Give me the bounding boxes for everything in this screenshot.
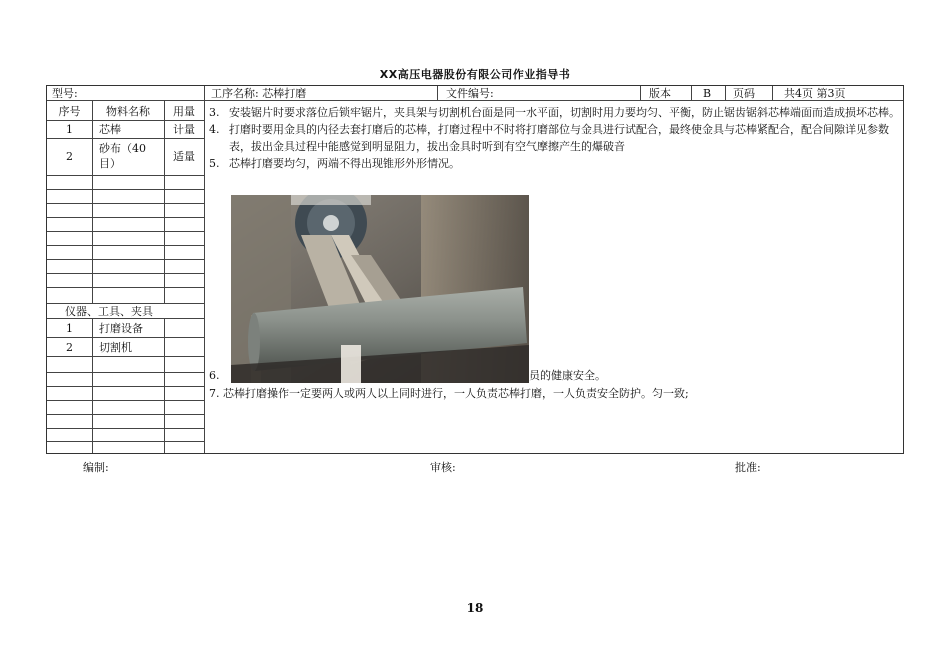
header-divider-v1 [437, 86, 438, 100]
tool-no: 2 [66, 341, 73, 354]
tool-no: 1 [66, 322, 73, 335]
material-col-name: 物料名称 [106, 105, 150, 118]
step-4 [205, 121, 901, 155]
step-text: 员的健康安全。 [529, 369, 606, 382]
row-line [47, 245, 204, 246]
row-line [47, 414, 204, 415]
page-label: 页码 [733, 87, 755, 100]
header-divider [47, 100, 903, 101]
model-label: 型号: [52, 87, 78, 100]
reviewed-by-label: 审核: [430, 461, 456, 474]
row-line [47, 441, 204, 442]
material-no: 2 [66, 150, 73, 163]
material-qty: 计量 [173, 123, 195, 136]
row-line [47, 400, 204, 401]
row-line [47, 231, 204, 232]
row-line [47, 356, 204, 357]
row-line [47, 287, 204, 288]
row-line [47, 337, 204, 338]
material-no: 1 [66, 123, 73, 136]
work-instruction-table [46, 85, 904, 454]
row-line [47, 203, 204, 204]
row-line [47, 303, 204, 304]
compiled-by-label: 编制: [83, 461, 109, 474]
page-value: 共4页 第3页 [784, 87, 846, 100]
row-line [47, 189, 204, 190]
document-title: XX高压电器股份有限公司作业指导书 [379, 68, 571, 81]
row-line [47, 138, 204, 139]
version-value: B [703, 87, 712, 100]
step-3 [205, 104, 901, 121]
row-line [47, 273, 204, 274]
row-line [47, 318, 204, 319]
material-col-no: 序号 [58, 105, 81, 118]
tools-heading: 仪器、工具、夹具 [65, 305, 153, 318]
row-line [47, 428, 204, 429]
step-text: 打磨时要用金具的内径去套打磨后的芯棒，打磨过程中不时将打磨部位与金具进行试配合，最终使金具与芯棒紧配合，配合间隙详见参数表，拔出金具过程中能感觉到明显阻力，拔出金具时听到有空气摩擦产生的爆破音 [229, 123, 889, 153]
header-divider-v2 [640, 86, 641, 100]
page-number: 18 [466, 601, 484, 615]
material-qty: 适量 [173, 150, 195, 163]
step-number: 3. [209, 106, 220, 119]
process-name: 工序名称: 芯棒打磨 [211, 87, 307, 100]
material-name-line1: 砂布（40 [99, 142, 146, 155]
grinding-equipment-image [231, 195, 529, 383]
tool-name: 打磨设备 [99, 322, 143, 335]
approved-by-label: 批准: [735, 461, 761, 474]
row-line [47, 386, 204, 387]
row-line [47, 217, 204, 218]
step-text: 安装锯片时要求落位后锁牢锯片，夹具架与切割机台面是同一水平面，切割时用力要均匀、平衡，防止锯齿锯斜芯棒端面而造成损坏芯棒。 [229, 106, 900, 119]
material-col-qty: 用量 [173, 105, 195, 118]
row-line [47, 120, 204, 121]
header-divider-v5 [772, 86, 773, 100]
header-divider-v4 [725, 86, 726, 100]
step-number: 5. [209, 157, 220, 170]
step-number: 4. [209, 123, 220, 136]
instruction-steps [205, 104, 901, 172]
step-number: 6. [209, 369, 220, 382]
step-5 [205, 155, 901, 172]
material-name: 芯棒 [99, 123, 121, 136]
row-line [47, 175, 204, 176]
grinding-photo [231, 195, 529, 383]
file-number-label: 文件编号: [446, 87, 494, 100]
row-line [47, 372, 204, 373]
header-divider-v3 [691, 86, 692, 100]
step-6 [209, 369, 606, 382]
row-line [47, 259, 204, 260]
step-text: 芯棒打磨要均匀，两端不得出现锥形外形情况。 [229, 157, 460, 170]
material-name-line2: 目） [99, 157, 121, 170]
tool-name: 切割机 [99, 341, 132, 354]
step-7: 7. 芯棒打磨操作一定要两人或两人以上同时进行，一人负责芯棒打磨，一人负责安全防护。匀一致; [209, 387, 689, 400]
version-label: 版本 [649, 87, 671, 100]
